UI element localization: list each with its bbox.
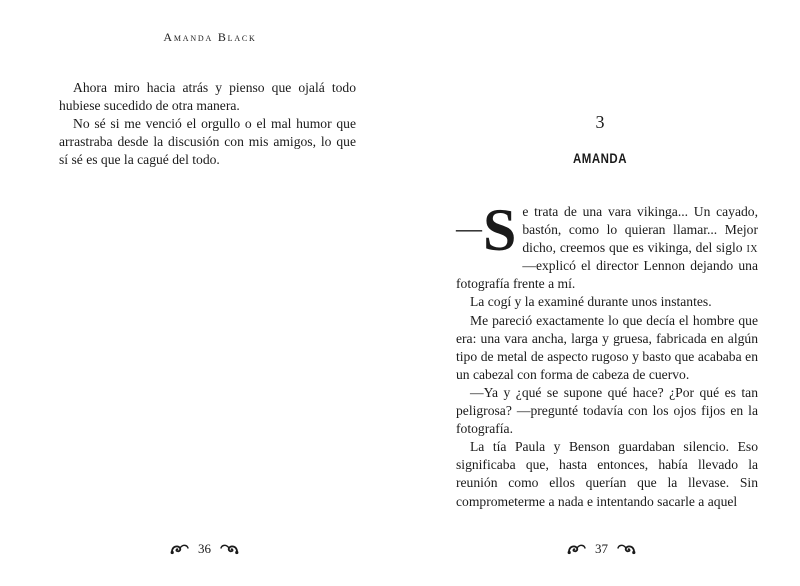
page-number: 37 (595, 541, 608, 556)
paragraph-text: e trata de una vara vikinga... Un cayado, bastón, como lo quieran llamar... Mejor dicho, creemos que es vikinga, del siglo (522, 204, 758, 256)
century-numeral: ix (746, 240, 758, 256)
drop-cap (456, 197, 517, 263)
paragraph: No sé si me venció el orgullo o el mal humor que arrastraba desde la discusión con mis amigos, lo que sí sé es que la cagué del todo. (59, 116, 356, 168)
paragraph: Ahora miro hacia atrás y pienso que ojalá todo hubiese sucedido de otra manera. (59, 80, 356, 114)
paragraph-text: —explicó el director Lennon dejando una fotografía frente a mí. (456, 258, 758, 292)
left-body-text (59, 79, 356, 169)
paragraph: La cogí y la examiné durante unos instantes. (470, 294, 712, 310)
ornament-left-icon (567, 542, 587, 556)
page-folio-right (567, 541, 636, 557)
right-page (400, 0, 800, 586)
running-head: Amanda Black (163, 30, 257, 44)
right-body-text (456, 197, 758, 511)
drop-cap-letter: S (483, 197, 517, 263)
page-folio-left (170, 541, 239, 557)
paragraph-first (456, 197, 758, 293)
ornament-right-icon (219, 542, 239, 556)
paragraph: La tía Paula y Benson guardaban silencio. Eso significaba que, hasta entonces, había llevado la reunión como ellos querían que la llevase. Sin comprometerme a nada e intentando sacarle a aquel (456, 439, 758, 509)
page-number: 36 (198, 541, 211, 556)
drop-cap-dash: — (456, 214, 482, 243)
paragraph: Me pareció exactamente lo que decía el hombre que era: una vara ancha, larga y gruesa, fabricada en algún tipo de metal de aspecto rugoso y basto que acababa en un cabezal con forma de cabeza de cuervo. (456, 312, 758, 382)
ornament-right-icon (616, 542, 636, 556)
ornament-left-icon (170, 542, 190, 556)
paragraph: —Ya y ¿qué se supone qué hace? ¿Por qué es tan peligrosa? —pregunté todavía con los ojos fijos en la fotografía. (456, 384, 758, 437)
chapter-number: 3 (595, 112, 605, 132)
chapter-title: AMANDA (573, 150, 627, 166)
